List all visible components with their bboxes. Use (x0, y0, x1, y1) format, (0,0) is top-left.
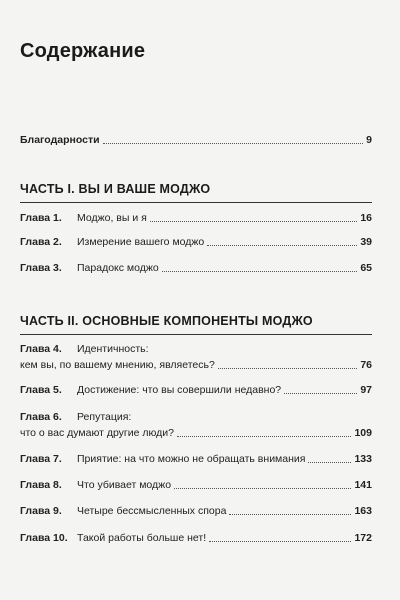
toc-entry-chapter (20, 532, 372, 545)
part-divider (20, 202, 372, 203)
chapter-label: Глава 7. (20, 453, 62, 465)
toc-entry-chapter-continued (20, 359, 372, 372)
toc-page-number: 163 (354, 505, 372, 517)
part-title: ЧАСТЬ I. ВЫ И ВАШЕ МОДЖО (20, 182, 211, 196)
toc-entry-chapter (20, 236, 372, 249)
toc-entry-chapter (20, 262, 372, 275)
chapter-title: Что убивает моджо (77, 479, 172, 491)
toc-page-number: 16 (360, 212, 372, 224)
dot-leader (207, 245, 357, 246)
toc-entry-chapter (20, 411, 372, 424)
page-title: Содержание (20, 40, 146, 62)
chapter-title-line2: кем вы, по вашему мнению, являетесь? (20, 359, 215, 371)
chapter-title: Репутация: (77, 411, 132, 423)
toc-entry-chapter (20, 343, 372, 356)
part-divider (20, 334, 372, 335)
dot-leader (150, 221, 358, 222)
dot-leader (229, 514, 351, 515)
chapter-label: Глава 4. (20, 343, 62, 355)
toc-page-number: 172 (354, 532, 372, 544)
chapter-title: Моджо, вы и я (77, 212, 147, 224)
toc-entry-chapter-continued (20, 427, 372, 440)
chapter-label: Глава 6. (20, 411, 62, 423)
chapter-title: Приятие: на что можно не обращать внимания (77, 453, 306, 465)
toc-page-number: 109 (354, 427, 372, 439)
toc-page-number: 97 (360, 384, 372, 396)
chapter-title: Идентичность: (77, 343, 149, 355)
toc-entry-label: Благодарности (20, 134, 100, 146)
dot-leader (162, 271, 358, 272)
toc-page-number: 39 (360, 236, 372, 248)
toc-page-number: 65 (360, 262, 372, 274)
toc-entry-chapter (20, 212, 372, 225)
chapter-label: Глава 3. (20, 262, 62, 274)
toc-entry-chapter (20, 505, 372, 518)
dot-leader (284, 393, 357, 394)
dot-leader (308, 462, 351, 463)
chapter-title-line2: что о вас думают другие люди? (20, 427, 174, 439)
toc-page-number: 133 (354, 453, 372, 465)
toc-page-number: 141 (354, 479, 372, 491)
toc-entry-chapter (20, 384, 372, 397)
chapter-title: Четыре бессмысленных спора (77, 505, 227, 517)
dot-leader (209, 541, 351, 542)
chapter-title: Измерение вашего моджо (77, 236, 205, 248)
toc-page-number: 9 (366, 134, 372, 146)
dot-leader (177, 436, 351, 437)
chapter-label: Глава 1. (20, 212, 62, 224)
toc-page-number: 76 (360, 359, 372, 371)
dot-leader (218, 368, 358, 369)
chapter-label: Глава 5. (20, 384, 62, 396)
toc-entry-chapter (20, 453, 372, 466)
chapter-label: Глава 10. (20, 532, 68, 544)
dot-leader (174, 488, 351, 489)
chapter-label: Глава 8. (20, 479, 62, 491)
dot-leader (103, 143, 364, 144)
toc-entry-acknowledgements (20, 134, 372, 147)
chapter-title: Парадокс моджо (77, 262, 159, 274)
chapter-label: Глава 9. (20, 505, 62, 517)
toc-entry-chapter (20, 479, 372, 492)
chapter-title: Достижение: что вы совершили недавно? (77, 384, 282, 396)
chapter-title: Такой работы больше нет! (77, 532, 207, 544)
chapter-label: Глава 2. (20, 236, 62, 248)
part-title: ЧАСТЬ II. ОСНОВНЫЕ КОМПОНЕНТЫ МОДЖО (20, 314, 313, 328)
